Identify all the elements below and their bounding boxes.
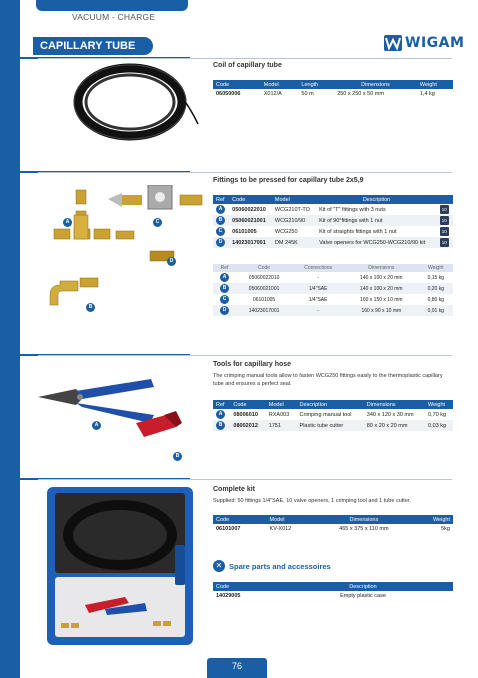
ref-badge: C	[220, 295, 229, 304]
col-header: Model	[272, 195, 316, 204]
section-divider	[38, 479, 452, 480]
ref-badge: B	[220, 284, 229, 293]
cell-code: 14023017001	[236, 305, 292, 316]
tools-table	[213, 400, 453, 431]
col-header: Length	[298, 80, 334, 89]
label-a-badge: A	[63, 218, 72, 227]
cell-weight: 0,80 kg	[427, 296, 444, 303]
col-header: Dimensions	[334, 80, 417, 89]
cell-connections: -	[292, 305, 344, 316]
top-tab	[36, 0, 188, 11]
section-divider	[38, 172, 452, 173]
cell-desc: Kit of "T" fittings with 3 nuts	[319, 206, 386, 213]
label-c-badge: C	[153, 218, 162, 227]
cell-dimensions: 340 x 120 x 30 mm	[366, 411, 414, 418]
cell-desc: Empty plastic case	[340, 592, 386, 599]
table-row	[213, 89, 453, 98]
col-header: Dimensions	[315, 515, 412, 524]
col-header: Weight	[419, 264, 453, 272]
cell-dimensions: 160 x 90 x 10 mm	[344, 305, 419, 316]
table-row	[213, 294, 453, 305]
cell-code: 05060022010	[248, 274, 280, 281]
ref-badge: B	[216, 421, 225, 430]
crimping-tool-image	[36, 375, 196, 460]
cell-desc: Kit of straights fittings with 1 nut	[319, 228, 397, 235]
cell-desc: Kit of 90°fittings with 1 nut	[316, 215, 437, 226]
cell-code: 06101005	[252, 296, 276, 303]
cell-code: 05060021001	[229, 215, 272, 226]
col-header: Weight	[417, 80, 453, 89]
spare-parts-title: Spare parts and accessoires	[229, 561, 331, 571]
cell-code: 14029005	[216, 592, 241, 599]
table-row	[213, 215, 453, 226]
ref-badge: A	[216, 410, 225, 419]
cell-code: 06101005	[232, 228, 257, 235]
section3-description: The crimping manual tools allow to fasten WCG250 fittings easily to the thermoplastic capillary tube and ensures a perfect seal.	[213, 373, 443, 387]
cell-weight: 1,4 kg	[419, 90, 435, 97]
cell-dimensions: 140 x 100 x 20 mm	[344, 283, 419, 294]
col-header: Code	[230, 400, 265, 409]
section-divider	[38, 58, 452, 59]
pack-qty-icon: 10	[441, 240, 447, 245]
cell-dimensions: 250 x 250 x 50 mm	[337, 90, 384, 97]
section3-title: Tools for capillary hose	[213, 361, 292, 368]
cell-model: DM 245K	[272, 237, 316, 248]
table-row	[213, 524, 453, 533]
table-row	[213, 237, 453, 248]
table-row	[213, 204, 453, 215]
cell-weight: 0,70 kg	[428, 411, 447, 418]
col-header: Weight	[413, 515, 453, 524]
cell-desc: Plastic tube cutter	[297, 420, 364, 431]
table-row	[213, 420, 453, 431]
section-divider	[38, 355, 452, 356]
cell-weight: 0,20 kg	[419, 283, 453, 294]
col-header: Connections	[292, 264, 344, 272]
table-row	[213, 283, 453, 294]
left-sidebar-bar	[0, 0, 20, 678]
cell-desc: Crimping manual tool	[299, 411, 352, 418]
label-b-badge: B	[173, 452, 182, 461]
cell-dimensions: 160 x 150 x 10 mm	[360, 296, 403, 303]
section1-title: Coil of capillary tube	[213, 62, 282, 69]
spare-parts-table	[213, 582, 453, 600]
complete-kit-case-image	[45, 485, 195, 655]
col-header: Description	[316, 195, 437, 204]
cell-dimensions: 465 x 375 x 110 mm	[339, 525, 389, 532]
label-d-badge: D	[167, 257, 176, 266]
cell-dimensions: 80 x 20 x 20 mm	[364, 420, 425, 431]
pack-qty-icon: 10	[441, 207, 447, 212]
table-row	[213, 272, 453, 283]
logo-text: WIGAM	[405, 35, 465, 51]
category-label: VACUUM - CHARGE	[72, 12, 156, 22]
cell-weight: 0,03 kg	[425, 420, 453, 431]
pack-qty-icon: 10	[441, 218, 447, 223]
col-header: Code	[213, 80, 261, 89]
table-row	[213, 305, 453, 316]
col-header: Ref	[213, 264, 236, 272]
cell-model: WCG210T-TO	[274, 206, 310, 213]
col-header: Code	[213, 582, 273, 591]
ref-badge: C	[216, 227, 225, 236]
cell-connections: 1/4"SAE	[292, 283, 344, 294]
capillary-coil-image	[70, 62, 200, 147]
cell-weight: 5kg	[441, 525, 450, 532]
cell-model: WCG250	[274, 228, 298, 235]
col-header: Model	[261, 80, 299, 89]
wrench-icon: ✕	[213, 560, 225, 572]
cell-model: WCG210/90	[272, 215, 316, 226]
brand-logo	[384, 34, 464, 52]
cell-code: 06101007	[216, 525, 241, 532]
section2-title: Fittings to be pressed for capillary tube 2x5,9	[213, 177, 364, 184]
cell-connections: 1/4"SAE	[308, 296, 328, 303]
col-header: Code	[229, 195, 272, 204]
cell-code: 06050006	[216, 90, 241, 97]
table-row	[213, 591, 453, 600]
cell-weight: 0,15 kg	[427, 274, 444, 281]
cell-length: 50 m	[301, 90, 314, 97]
col-header: Dimensions	[344, 264, 419, 272]
ref-badge: D	[220, 306, 229, 315]
ref-badge: A	[216, 205, 225, 214]
ref-badge: B	[216, 216, 225, 225]
coil-table	[213, 80, 453, 98]
cell-code: 08006010	[233, 411, 258, 418]
ref-badge: A	[220, 273, 229, 282]
col-header: Model	[266, 400, 297, 409]
pack-qty-icon: 10	[441, 229, 447, 234]
cell-code: 05060022010	[232, 206, 266, 213]
section4-description: Supplied: 50 fittings 1/4"SAE, 10 valve openers, 1 crimping tool and 1 tube cutter.	[213, 498, 411, 504]
cell-weight: 0,01 kg	[419, 305, 453, 316]
col-header	[437, 195, 453, 204]
cell-dimensions: 140 x 100 x 20 mm	[360, 274, 403, 281]
kit-table	[213, 515, 453, 533]
section4-title: Complete kit	[213, 486, 256, 493]
col-header: Dimensions	[364, 400, 425, 409]
fittings-table	[213, 195, 453, 248]
cell-code: 08002012	[230, 420, 265, 431]
page-title: CAPILLARY TUBE	[33, 37, 153, 55]
cell-desc: Valve openers for WCG250-WCG210/90 kit	[316, 237, 437, 248]
label-b-badge: B	[86, 303, 95, 312]
col-header: Code	[213, 515, 267, 524]
page-number: 76	[207, 658, 267, 678]
cell-code: 05060021001	[236, 283, 292, 294]
table-row	[213, 409, 453, 420]
logo-mark-icon	[384, 35, 402, 51]
col-header: Ref	[213, 400, 230, 409]
cell-code: 14023017001	[229, 237, 272, 248]
cell-model: X012/A	[263, 90, 282, 97]
col-header: Description	[297, 400, 364, 409]
label-a-badge: A	[92, 421, 101, 430]
col-header: Code	[236, 264, 292, 272]
ref-badge: D	[216, 238, 225, 247]
cell-model: KV-X012	[269, 525, 292, 532]
spare-parts-heading	[213, 560, 331, 572]
col-header: Ref	[213, 195, 229, 204]
col-header: Model	[267, 515, 316, 524]
table-row	[213, 226, 453, 237]
col-header: Description	[273, 582, 453, 591]
fittings-specs-table	[213, 264, 453, 316]
cell-connections: -	[317, 274, 319, 281]
col-header: Weight	[425, 400, 453, 409]
cell-model: RXA003	[268, 411, 290, 418]
cell-model: 1751	[266, 420, 297, 431]
fittings-image	[40, 185, 205, 320]
